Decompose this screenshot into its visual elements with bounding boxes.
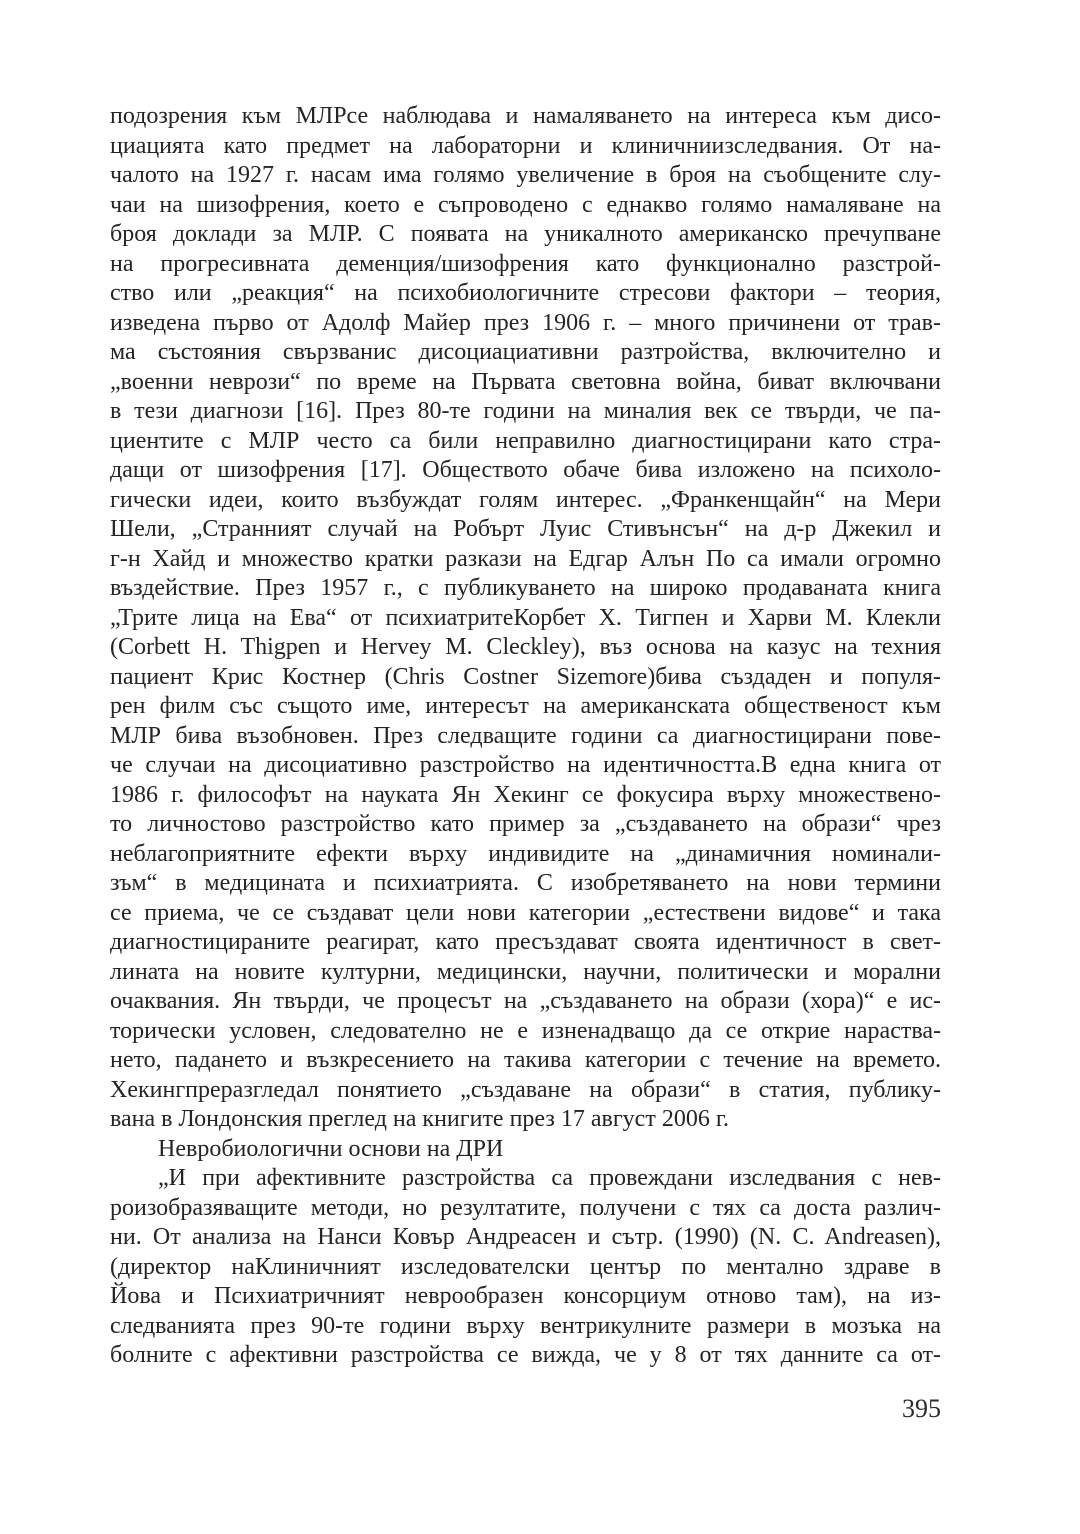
text-line: Йова и Психиатричният неврообразен консорциум отново там), на из-	[110, 1283, 941, 1309]
text-line: ни. От анализа на Нанси Ковър Андреасен и сътр. (1990) (N. C. Andreasen),	[110, 1224, 941, 1250]
text-line: дащи от шизофрения [17]. Обществото обаче бива изложено на психоло-	[110, 457, 941, 483]
text-line: че случаи на дисоциативно разстройство на идентичността.В една книга от	[110, 752, 941, 778]
text-line: нето, падането и възкресението на такива категории с течение на времето.	[110, 1047, 941, 1073]
text-line: (Corbett H. Thigpen и Hervey M. Cleckley), въз основа на казус на техния	[110, 634, 941, 660]
text-line: ма състояния свързванис дисоциациативни разтройства, включително и	[110, 339, 941, 365]
text-line: торически условен, следователно не е изненадващо да се открие нараства-	[110, 1017, 941, 1044]
text-line: чаи на шизофрения, което е съпроводено с еднакво голямо намаляване на	[110, 191, 941, 218]
text-line: зъм“ в медицината и психиатрията. С изобретяването на нови термини	[110, 870, 941, 896]
text-line: лината на новите културни, медицински, научни, политически и морални	[110, 958, 941, 985]
text-line: Шели, „Странният случай на Робърт Луис Стивънсън“ на д-р Джекил и	[110, 516, 941, 542]
text-line: гически идеи, които възбуждат голям интерес. „Франкенщайн“ на Мери	[110, 486, 941, 513]
text-line: изведена първо от Адолф Майер през 1906 г. – много причинени от трав-	[110, 309, 941, 336]
text-line: „Трите лица на Ева“ от психиатритеКорбет Х. Тигпен и Харви М. Клекли	[110, 604, 941, 631]
text-line: (директор наКлиничният изследователски център по ментално здраве в	[110, 1253, 941, 1280]
text-line: на прогресивната деменция/шизофрения като функционално разстрой-	[110, 250, 941, 277]
text-line: ство или „реакция“ на психобиологичните стресови фактори – теория,	[110, 280, 941, 306]
text-line: въздействие. През 1957 г., с публикуването на широко продаваната книга	[110, 575, 941, 601]
text-line: броя доклади за МЛР. С появата на уникалното американско пречупване	[110, 221, 941, 247]
text-line: циацията като предмет на лабораторни и клиничниизследвания. От на-	[110, 132, 941, 159]
text-line: „И при афективните разстройства са провеждани изследвания с нев-	[158, 1165, 941, 1191]
text-line: следванията през 90-те години върху вентрикулните размери в мозъка на	[110, 1312, 941, 1339]
text-line: пациент Крис Костнер (Chris Costner Sizemore)бива създаден и популя-	[110, 663, 941, 690]
text-line: роизобразяващите методи, но резултатите, получени с тях са доста различ-	[110, 1194, 941, 1221]
text-line: МЛР бива възобновен. През следващите години са диагностицирани пове-	[110, 722, 941, 749]
text-line: „военни неврози“ по време на Първата световна война, биват включвани	[110, 368, 941, 395]
text-line: очаквания. Ян твърди, че процесът на „създаването на образи (хора)“ е ис-	[110, 988, 941, 1014]
text-line: Невробиологични основи на ДРИ	[158, 1135, 504, 1162]
page-number: 395	[902, 1394, 941, 1423]
body-text	[110, 102, 941, 1371]
text-line: подозрения към МЛРсе наблюдава и намаляването на интереса към дисо-	[110, 103, 941, 129]
text-line: се приема, че се създават цели нови категории „естествени видове“ и така	[110, 899, 941, 926]
text-line: г-н Хайд и множество кратки разкази на Едгар Алън По са имали огромно	[110, 545, 941, 572]
text-line: в тези диагнози [16]. През 80-те години на миналия век се твърди, че па-	[110, 398, 941, 424]
text-line: болните с афективни разстройства се вижда, че у 8 от тях данните са от-	[110, 1342, 941, 1368]
text-line: 1986 г. философът на науката Ян Хекинг се фокусира върху множествено-	[110, 781, 941, 808]
text-line: неблагоприятните ефекти върху индивидите на „динамичния номинали-	[110, 840, 941, 867]
text-line: то личностово разстройство като пример за „създаването на образи“ чрез	[110, 811, 941, 837]
text-line: чалото на 1927 г. насам има голямо увеличение в броя на съобщените слу-	[110, 162, 941, 188]
text-line: вана в Лондонския преглед на книгите през 17 август 2006 г.	[110, 1106, 729, 1132]
text-line: диагностицираните реагират, като пресъздават своята идентичност в свет-	[110, 929, 941, 955]
text-line: циентите с МЛР често са били неправилно диагностицирани като стра-	[110, 427, 941, 454]
text-line: рен филм със същото име, интересът на американската общественост към	[110, 693, 941, 719]
text-line: Хекингпреразгледал понятието „създаване на образи“ в статия, публику-	[110, 1076, 941, 1103]
